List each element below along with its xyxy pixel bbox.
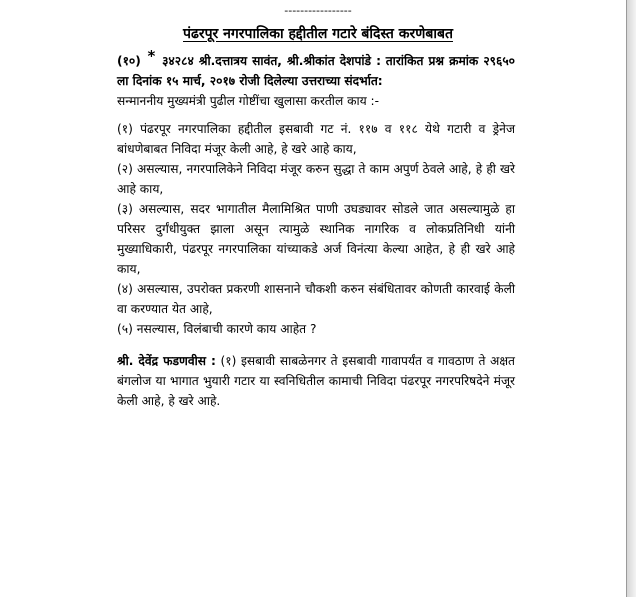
question-item-1: (१) पंढरपूर नगरपालिका हद्दीतील इसबावी गट नं. ११७ व ११८ येथे गटारी व ड्रेनेज बांधणेबाबत निविदा मंजूर केली आहे, हे खरे आहे काय, xyxy=(117,122,515,156)
question-reference: तारांकित प्रश्न क्रमांक २९६५० ला दिनांक १५ मार्च, २०१७ रोजी दिलेल्या उत्तराच्या संदर्भात: xyxy=(117,54,516,88)
question-item-5: (५) नसल्यास, विलंबाची कारणे काय आहेत ? xyxy=(117,322,317,336)
question-item-4: (४) असल्यास, उपरोक्त प्रकरणी शासनाने चौकशी करुन संबंधितावर कोणती कारवाई केली वा करण्यात येत आहे, xyxy=(117,282,515,316)
page-edge-shadow xyxy=(627,0,636,597)
question-item-3: (३) असल्यास, सदर भागातील मैलामिश्रित पाणी उघड्यावर सोडले जात असल्यामुळे हा परिसर दुर्गंधीयुक्त झाला असून त्यामुळे स्थानिक नागरिक व लोकप्रतिनिधी यांनी मुख्याधिकारी, पंढरपूर नगरपालिका यांच्याकडे अर्ज विनंत्या केल्या आहेत, हे ही खरे आहे काय, xyxy=(117,202,515,276)
answer xyxy=(117,351,515,411)
question-intro: सन्माननीय मुख्यमंत्री पुढील गोष्टींचा खुलासा करतील काय :- xyxy=(117,94,380,108)
document-body xyxy=(117,47,516,411)
question-header xyxy=(117,47,516,91)
question-id-members: ३४२८४ श्री.दत्तात्रय सावंत, श्री.श्रीकांत देशपांडे : xyxy=(162,54,382,68)
top-rule: ----------------- xyxy=(284,4,352,17)
answer-speaker: श्री. देवेंद्र फडणवीस : xyxy=(117,354,216,368)
question-item-2: (२) असल्यास, नगरपालिकेने निविदा मंजूर करुन सुद्धा ते काम अपुर्ण ठेवले आहे, हे ही खरे आहे काय, xyxy=(117,162,515,196)
question-number: (१०) xyxy=(117,54,141,68)
star-marker: * xyxy=(147,47,156,65)
answer-text: (१) इसबावी साबळेनगर ते इसबावी गावापर्यंत व गावठाण ते अक्षत बंगलोज या भागात भुयारी गटार या स्वनिधितील कामाची निविदा पंढरपूर नगरपरिषदेने मंजूर केली आहे, हे खरे आहे. xyxy=(117,354,516,408)
document-heading: पंढरपूर नगरपालिका हद्दीतील गटारे बंदिस्त करणेबाबत xyxy=(183,26,453,42)
